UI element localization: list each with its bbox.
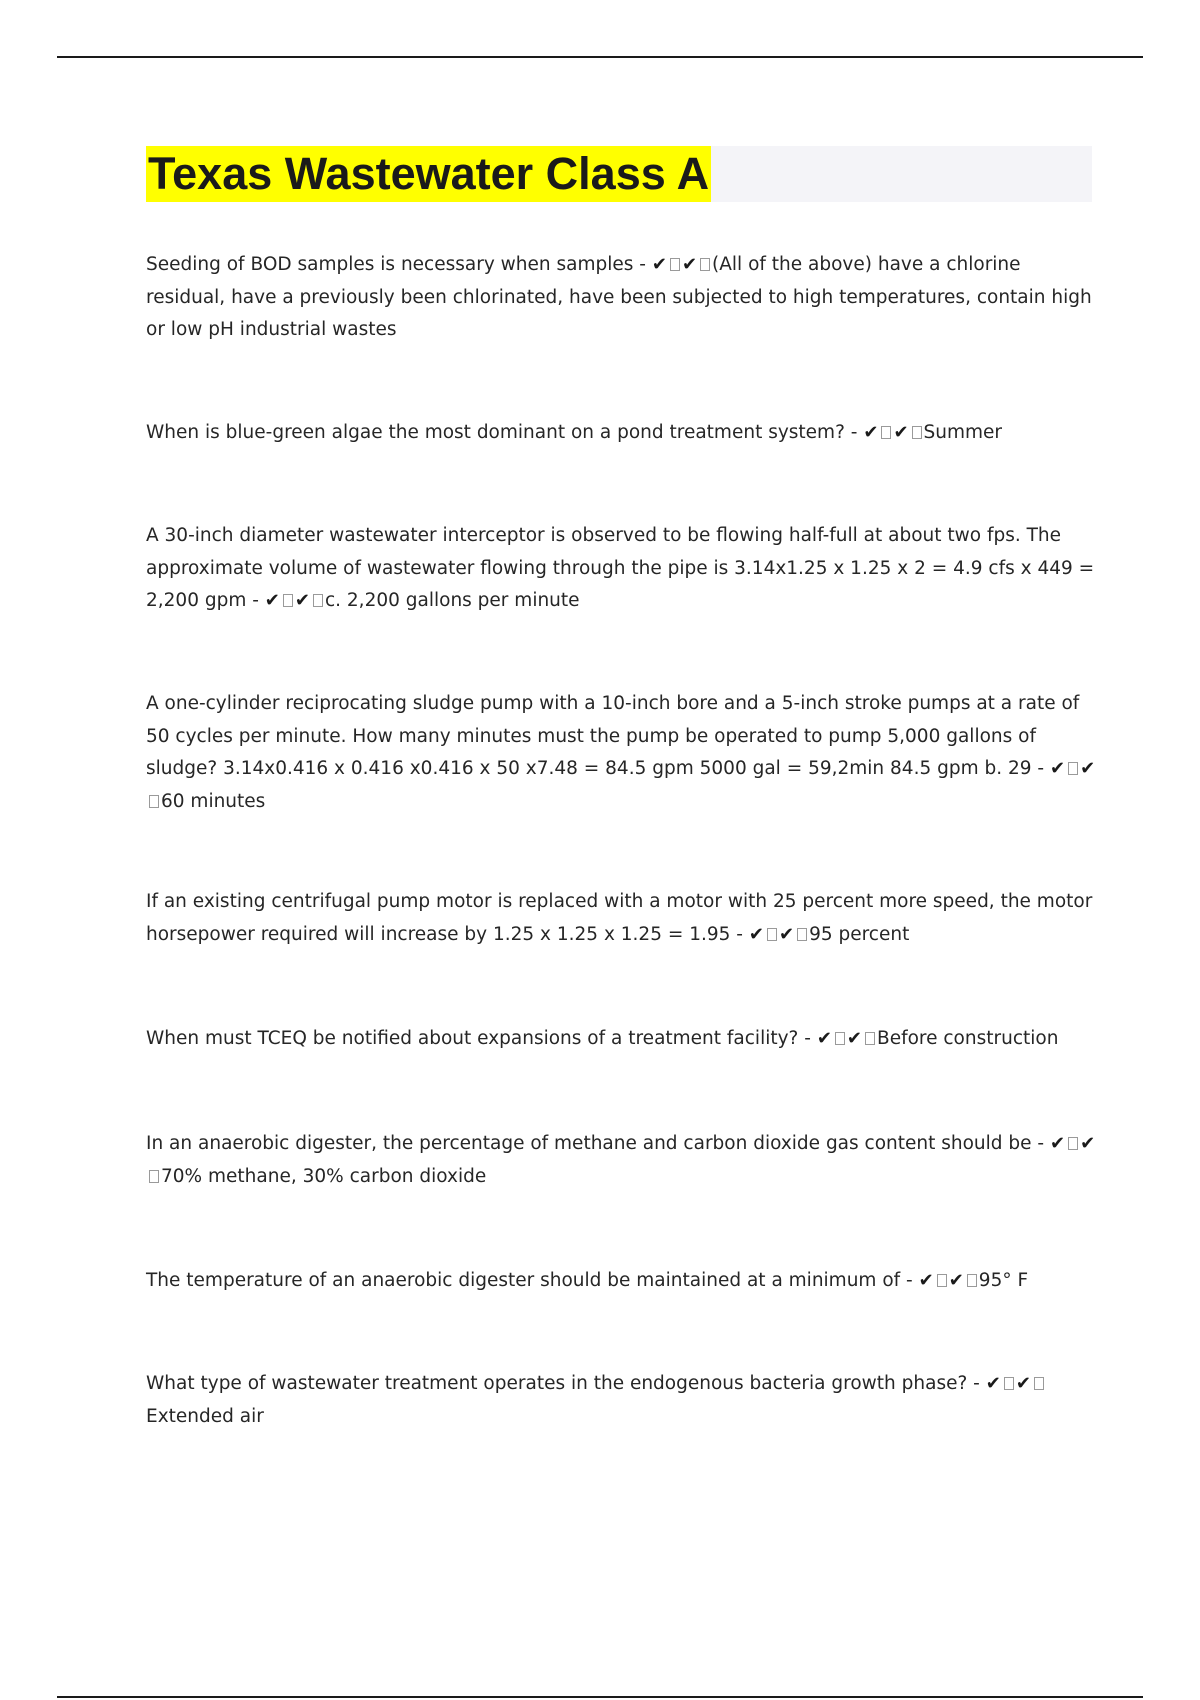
qa-item-5 — [146, 886, 1096, 951]
answer-text: 60 minutes — [161, 790, 266, 812]
answer-text: 95° F — [978, 1270, 1029, 1291]
check-icon: ✔ — [1015, 1373, 1031, 1394]
qa-item-9 — [146, 1368, 1096, 1433]
box-icon — [797, 928, 807, 941]
box-icon — [283, 594, 293, 607]
box-icon — [670, 258, 680, 271]
answer-text: Extended air — [146, 1405, 264, 1427]
question-text: In an anaerobic digester, the percentage of methane and carbon dioxide gas content should be - — [146, 1133, 1050, 1154]
answer-text: c. 2,200 gallons per minute — [324, 590, 580, 611]
qa-item-4 — [146, 688, 1096, 818]
page-title: Texas Wastewater Class A — [146, 146, 711, 202]
qa-item-1 — [146, 249, 1096, 347]
box-icon — [313, 594, 323, 607]
check-icon: ✔ — [893, 422, 909, 443]
check-icon: ✔ — [748, 923, 764, 945]
box-icon — [1068, 1137, 1078, 1150]
check-icon: ✔ — [948, 1270, 964, 1291]
check-icon: ✔ — [294, 590, 310, 611]
check-icon: ✔ — [778, 923, 795, 945]
check-icon: ✔ — [918, 1270, 934, 1291]
check-icon: ✔ — [816, 1028, 832, 1049]
qa-item-2 — [146, 417, 1096, 450]
check-icon: ✔ — [264, 590, 280, 611]
check-icon: ✔ — [985, 1373, 1001, 1394]
check-icon: ✔ — [651, 254, 667, 275]
box-icon — [1004, 1377, 1014, 1390]
check-icon: ✔ — [681, 254, 698, 275]
box-icon — [937, 1274, 947, 1287]
qa-item-3 — [146, 520, 1096, 618]
check-icon: ✔ — [846, 1028, 863, 1049]
box-icon — [835, 1032, 845, 1045]
check-icon: ✔ — [863, 422, 879, 443]
box-icon — [912, 426, 922, 439]
box-icon — [967, 1274, 977, 1287]
answer-text: 95 percent — [809, 923, 910, 945]
check-icon: ✔ — [1049, 758, 1066, 779]
check-icon: ✔ — [1080, 758, 1096, 779]
answer-text: Before construction — [877, 1028, 1059, 1049]
box-icon — [149, 795, 159, 808]
qa-item-8 — [146, 1265, 1096, 1298]
box-icon — [881, 426, 891, 439]
box-icon — [1068, 762, 1078, 775]
question-text: If an existing centrifugal pump motor is replaced with a motor with 25 percent more speed, the motor horsepower required will increase by 1.25 x 1.25 x 1.25 = 1.95 - — [146, 891, 1093, 945]
question-text: The temperature of an anaerobic digester should be maintained at a minimum of - — [146, 1270, 919, 1291]
check-icon: ✔ — [1080, 1133, 1096, 1154]
footer-rule — [57, 1696, 1143, 1698]
box-icon — [767, 928, 777, 941]
answer-text: Summer — [923, 422, 1003, 443]
box-icon — [149, 1170, 159, 1183]
question-text: When is blue-green algae the most dominant on a pond treatment system? - — [146, 422, 864, 443]
answer-text: (All of the above) have a chlorine residual, have a previously been chlorinated, have been subjected to high temperatures, contain high or low pH industrial wastes — [146, 254, 1092, 340]
question-text: Seeding of BOD samples is necessary when samples - — [146, 254, 652, 275]
question-text: A 30-inch diameter wastewater interceptor is observed to be flowing half-full at about two fps. The approximate volume of wastewater flowing through the pipe is 3.14x1.25 x 1.25 x 2 = 4.9 cfs x 449 = 2,200 gpm - — [146, 525, 1095, 611]
box-icon — [865, 1032, 875, 1045]
question-text: What type of wastewater treatment operates in the endogenous bacteria growth phase? - — [146, 1373, 986, 1394]
qa-item-6 — [146, 1023, 1096, 1056]
box-icon — [700, 258, 710, 271]
answer-text: 70% methane, 30% carbon dioxide — [161, 1165, 487, 1187]
box-icon — [1034, 1377, 1044, 1390]
header-rule — [57, 56, 1143, 58]
qa-item-7 — [146, 1128, 1096, 1193]
check-icon: ✔ — [1049, 1133, 1066, 1154]
question-text: When must TCEQ be notified about expansions of a treatment facility? - — [146, 1028, 817, 1049]
question-text: A one-cylinder reciprocating sludge pump with a 10-inch bore and a 5-inch stroke pumps at a rate of 50 cycles per minute. How many minutes must the pump be operated to pump 5,000 gallons of sludge? 3.14x0.416 x 0.416 x0.416 x 50 x7.48 = 84.5 gpm 5000 gal = 59,2min 84.5 gpm b. 29 - — [146, 693, 1080, 779]
